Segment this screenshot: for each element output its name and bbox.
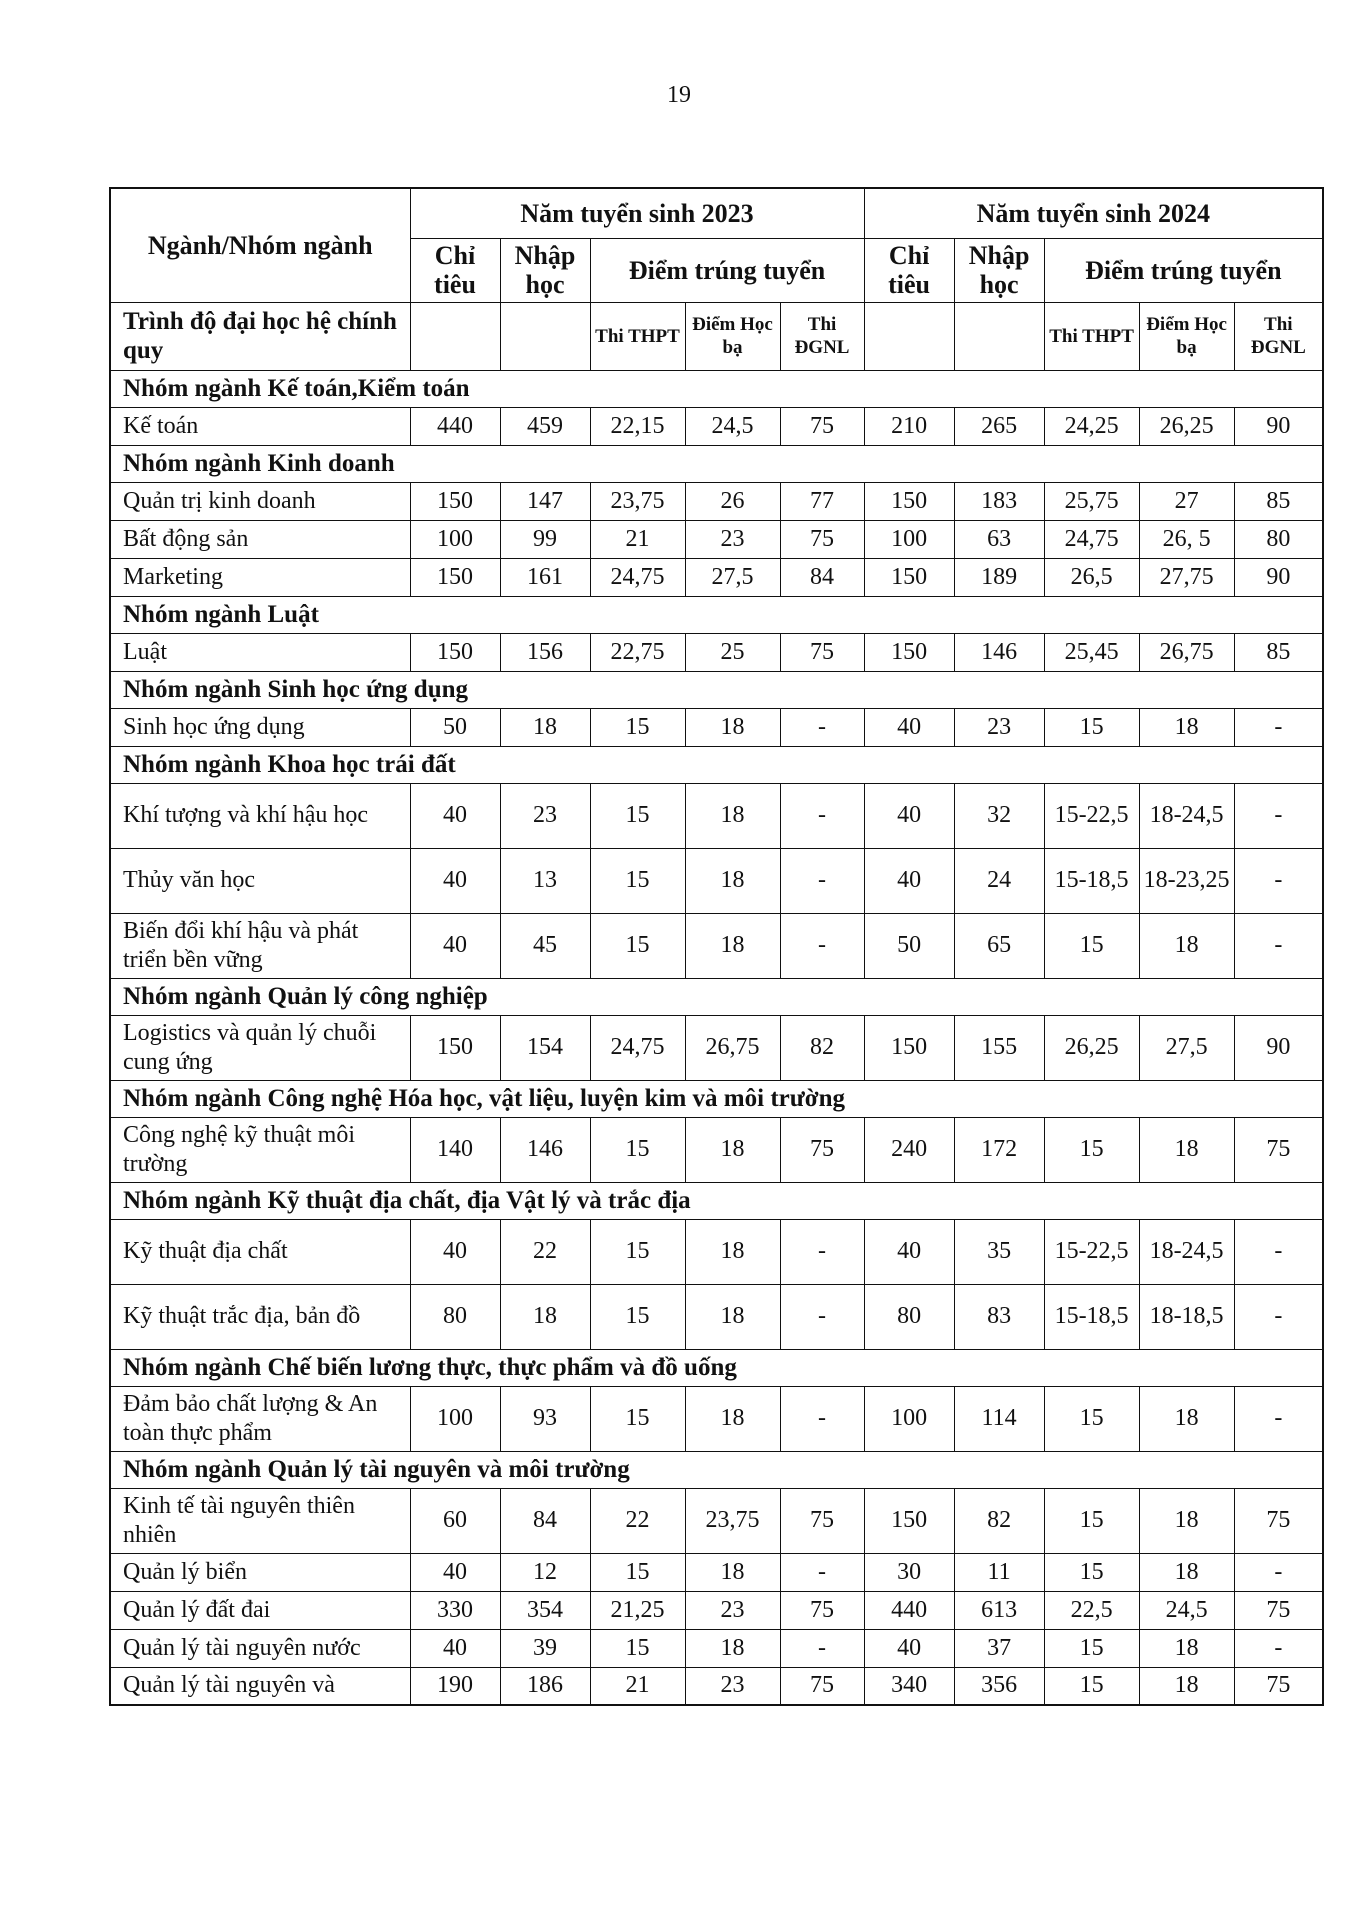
value-cell: 18 bbox=[500, 1284, 590, 1349]
value-cell: 40 bbox=[410, 1553, 500, 1591]
group-row bbox=[110, 746, 1323, 783]
value-cell: 15 bbox=[590, 1386, 685, 1451]
header-dgnl-2024: Thi ĐGNL bbox=[1234, 302, 1323, 370]
value-cell: 18-24,5 bbox=[1139, 1219, 1234, 1284]
value-cell: 150 bbox=[864, 633, 954, 671]
value-cell: 22 bbox=[590, 1488, 685, 1553]
value-cell: 190 bbox=[410, 1667, 500, 1705]
value-cell: 90 bbox=[1234, 1015, 1323, 1080]
table-row bbox=[110, 783, 1323, 848]
value-cell: 18 bbox=[685, 1284, 780, 1349]
value-cell: 18 bbox=[685, 783, 780, 848]
value-cell: 15 bbox=[590, 913, 685, 978]
table-row bbox=[110, 913, 1323, 978]
value-cell: 354 bbox=[500, 1591, 590, 1629]
value-cell: 40 bbox=[410, 1629, 500, 1667]
value-cell: 75 bbox=[780, 520, 864, 558]
group-title: Nhóm ngành Công nghệ Hóa học, vật liệu, luyện kim và môi trường bbox=[110, 1080, 1323, 1117]
value-cell: 18 bbox=[685, 1553, 780, 1591]
value-cell: 24 bbox=[954, 848, 1044, 913]
value-cell: 15 bbox=[590, 1284, 685, 1349]
value-cell: 12 bbox=[500, 1553, 590, 1591]
value-cell: 150 bbox=[864, 1488, 954, 1553]
value-cell: 15 bbox=[590, 708, 685, 746]
table-row bbox=[110, 1553, 1323, 1591]
value-cell: 24,5 bbox=[1139, 1591, 1234, 1629]
group-row bbox=[110, 1080, 1323, 1117]
value-cell: 82 bbox=[954, 1488, 1044, 1553]
value-cell: 18-23,25 bbox=[1139, 848, 1234, 913]
value-cell: 27 bbox=[1139, 482, 1234, 520]
value-cell: 40 bbox=[864, 848, 954, 913]
value-cell: 18 bbox=[685, 1629, 780, 1667]
value-cell: 21 bbox=[590, 1667, 685, 1705]
value-cell: 63 bbox=[954, 520, 1044, 558]
value-cell: 18-18,5 bbox=[1139, 1284, 1234, 1349]
field-name: Kinh tế tài nguyên thiên nhiên bbox=[110, 1488, 410, 1553]
value-cell: 18 bbox=[685, 848, 780, 913]
value-cell: 26 bbox=[685, 482, 780, 520]
value-cell: 15-18,5 bbox=[1044, 848, 1139, 913]
value-cell: 40 bbox=[864, 783, 954, 848]
value-cell: 15 bbox=[1044, 708, 1139, 746]
value-cell: 15 bbox=[590, 1553, 685, 1591]
value-cell: - bbox=[780, 1553, 864, 1591]
header-quota-2024: Chỉ tiêu bbox=[864, 238, 954, 302]
value-cell: 80 bbox=[1234, 520, 1323, 558]
value-cell: - bbox=[1234, 1553, 1323, 1591]
value-cell: 100 bbox=[410, 520, 500, 558]
value-cell: 15 bbox=[1044, 1488, 1139, 1553]
value-cell: 23,75 bbox=[590, 482, 685, 520]
group-title: Nhóm ngành Sinh học ứng dụng bbox=[110, 671, 1323, 708]
value-cell: - bbox=[1234, 1629, 1323, 1667]
value-cell: - bbox=[780, 708, 864, 746]
value-cell: - bbox=[1234, 783, 1323, 848]
value-cell: 18 bbox=[500, 708, 590, 746]
value-cell: 156 bbox=[500, 633, 590, 671]
table-row bbox=[110, 1591, 1323, 1629]
value-cell: 24,25 bbox=[1044, 407, 1139, 445]
value-cell: 15 bbox=[590, 1219, 685, 1284]
field-name: Marketing bbox=[110, 558, 410, 596]
value-cell: 40 bbox=[410, 783, 500, 848]
value-cell: 15 bbox=[1044, 1117, 1139, 1182]
value-cell: 15 bbox=[1044, 1386, 1139, 1451]
value-cell: 210 bbox=[864, 407, 954, 445]
value-cell: 340 bbox=[864, 1667, 954, 1705]
value-cell: 85 bbox=[1234, 633, 1323, 671]
value-cell: 75 bbox=[780, 1117, 864, 1182]
value-cell: 26,75 bbox=[685, 1015, 780, 1080]
value-cell: - bbox=[1234, 1219, 1323, 1284]
header-thpt-2024: Thi THPT bbox=[1044, 302, 1139, 370]
field-name: Logistics và quản lý chuỗi cung ứng bbox=[110, 1015, 410, 1080]
header-enrolled-2023: Nhập học bbox=[500, 238, 590, 302]
value-cell: 15-22,5 bbox=[1044, 1219, 1139, 1284]
value-cell: 40 bbox=[864, 1219, 954, 1284]
field-name: Quản lý tài nguyên và bbox=[110, 1667, 410, 1705]
value-cell: 100 bbox=[864, 520, 954, 558]
group-row bbox=[110, 1349, 1323, 1386]
value-cell: 26, 5 bbox=[1139, 520, 1234, 558]
value-cell: 26,75 bbox=[1139, 633, 1234, 671]
field-name: Quản lý biển bbox=[110, 1553, 410, 1591]
table-body bbox=[110, 370, 1323, 1705]
value-cell: 265 bbox=[954, 407, 1044, 445]
value-cell: 23 bbox=[685, 1667, 780, 1705]
value-cell: 84 bbox=[500, 1488, 590, 1553]
header-hocba-2023: Điểm Học bạ bbox=[685, 302, 780, 370]
value-cell: 22 bbox=[500, 1219, 590, 1284]
value-cell: 356 bbox=[954, 1667, 1044, 1705]
value-cell: 60 bbox=[410, 1488, 500, 1553]
value-cell: 75 bbox=[780, 407, 864, 445]
field-name: Bất động sản bbox=[110, 520, 410, 558]
value-cell: 15 bbox=[1044, 1667, 1139, 1705]
value-cell: 90 bbox=[1234, 407, 1323, 445]
value-cell: 90 bbox=[1234, 558, 1323, 596]
value-cell: 75 bbox=[1234, 1117, 1323, 1182]
value-cell: 11 bbox=[954, 1553, 1044, 1591]
value-cell: 25 bbox=[685, 633, 780, 671]
value-cell: 21,25 bbox=[590, 1591, 685, 1629]
value-cell: 330 bbox=[410, 1591, 500, 1629]
value-cell: 75 bbox=[1234, 1667, 1323, 1705]
field-name: Sinh học ứng dụng bbox=[110, 708, 410, 746]
table-row bbox=[110, 1386, 1323, 1451]
value-cell: 140 bbox=[410, 1117, 500, 1182]
value-cell: 186 bbox=[500, 1667, 590, 1705]
value-cell: 24,75 bbox=[590, 1015, 685, 1080]
table-row bbox=[110, 1284, 1323, 1349]
value-cell: 155 bbox=[954, 1015, 1044, 1080]
value-cell: 15-22,5 bbox=[1044, 783, 1139, 848]
group-title: Nhóm ngành Chế biến lương thực, thực phẩm và đồ uống bbox=[110, 1349, 1323, 1386]
value-cell: 85 bbox=[1234, 482, 1323, 520]
header-level: Trình độ đại học hệ chính quy bbox=[110, 302, 410, 370]
value-cell: - bbox=[1234, 913, 1323, 978]
value-cell: 93 bbox=[500, 1386, 590, 1451]
value-cell: 183 bbox=[954, 482, 1044, 520]
value-cell: 26,25 bbox=[1139, 407, 1234, 445]
value-cell: 39 bbox=[500, 1629, 590, 1667]
admission-table bbox=[109, 187, 1324, 1706]
value-cell: - bbox=[780, 783, 864, 848]
table-row bbox=[110, 633, 1323, 671]
value-cell: 154 bbox=[500, 1015, 590, 1080]
header-thpt-2023: Thi THPT bbox=[590, 302, 685, 370]
value-cell: 18 bbox=[685, 1117, 780, 1182]
value-cell: 75 bbox=[1234, 1488, 1323, 1553]
value-cell: 13 bbox=[500, 848, 590, 913]
value-cell: 15 bbox=[1044, 1629, 1139, 1667]
field-name: Kế toán bbox=[110, 407, 410, 445]
field-name: Luật bbox=[110, 633, 410, 671]
value-cell: 172 bbox=[954, 1117, 1044, 1182]
value-cell: 161 bbox=[500, 558, 590, 596]
value-cell: 100 bbox=[864, 1386, 954, 1451]
table-row bbox=[110, 1667, 1323, 1705]
value-cell: 75 bbox=[780, 1591, 864, 1629]
value-cell: 82 bbox=[780, 1015, 864, 1080]
value-cell: - bbox=[1234, 848, 1323, 913]
value-cell: 150 bbox=[410, 558, 500, 596]
value-cell: 146 bbox=[954, 633, 1044, 671]
value-cell: 77 bbox=[780, 482, 864, 520]
value-cell: 26,25 bbox=[1044, 1015, 1139, 1080]
value-cell: - bbox=[780, 1284, 864, 1349]
value-cell: 75 bbox=[780, 1667, 864, 1705]
table-row bbox=[110, 1629, 1323, 1667]
value-cell: 440 bbox=[410, 407, 500, 445]
table-row bbox=[110, 1117, 1323, 1182]
value-cell: 18 bbox=[1139, 708, 1234, 746]
value-cell: 27,5 bbox=[1139, 1015, 1234, 1080]
field-name: Đảm bảo chất lượng & An toàn thực phẩm bbox=[110, 1386, 410, 1451]
value-cell: 18 bbox=[1139, 1553, 1234, 1591]
value-cell: - bbox=[780, 1386, 864, 1451]
value-cell: 25,75 bbox=[1044, 482, 1139, 520]
field-name: Công nghệ kỹ thuật môi trường bbox=[110, 1117, 410, 1182]
field-name: Khí tượng và khí hậu học bbox=[110, 783, 410, 848]
value-cell: 146 bbox=[500, 1117, 590, 1182]
header-field: Ngành/Nhóm ngành bbox=[110, 188, 410, 302]
field-name: Kỹ thuật trắc địa, bản đồ bbox=[110, 1284, 410, 1349]
value-cell: 24,75 bbox=[1044, 520, 1139, 558]
table-row bbox=[110, 520, 1323, 558]
value-cell: 24,75 bbox=[590, 558, 685, 596]
value-cell: 114 bbox=[954, 1386, 1044, 1451]
value-cell: 23 bbox=[500, 783, 590, 848]
value-cell: 150 bbox=[410, 482, 500, 520]
value-cell: 18 bbox=[685, 708, 780, 746]
value-cell: 440 bbox=[864, 1591, 954, 1629]
value-cell: 18 bbox=[685, 1219, 780, 1284]
header-hocba-2024: Điểm Học bạ bbox=[1139, 302, 1234, 370]
value-cell: - bbox=[780, 913, 864, 978]
value-cell: 15 bbox=[1044, 913, 1139, 978]
header-dgnl-2023: Thi ĐGNL bbox=[780, 302, 864, 370]
value-cell: 27,5 bbox=[685, 558, 780, 596]
value-cell: 75 bbox=[1234, 1591, 1323, 1629]
value-cell: 23,75 bbox=[685, 1488, 780, 1553]
value-cell: 15 bbox=[590, 1117, 685, 1182]
value-cell: 150 bbox=[864, 482, 954, 520]
group-row bbox=[110, 370, 1323, 407]
value-cell: 18 bbox=[1139, 1629, 1234, 1667]
value-cell: 37 bbox=[954, 1629, 1044, 1667]
value-cell: 18 bbox=[1139, 1386, 1234, 1451]
value-cell: 18 bbox=[685, 913, 780, 978]
value-cell: 35 bbox=[954, 1219, 1044, 1284]
value-cell: - bbox=[780, 848, 864, 913]
group-title: Nhóm ngành Khoa học trái đất bbox=[110, 746, 1323, 783]
value-cell: 80 bbox=[864, 1284, 954, 1349]
group-title: Nhóm ngành Kỹ thuật địa chất, địa Vật lý và trắc địa bbox=[110, 1182, 1323, 1219]
header-quota-2023: Chỉ tiêu bbox=[410, 238, 500, 302]
value-cell: - bbox=[1234, 1284, 1323, 1349]
value-cell: 22,5 bbox=[1044, 1591, 1139, 1629]
value-cell: - bbox=[1234, 708, 1323, 746]
value-cell: 21 bbox=[590, 520, 685, 558]
value-cell: 40 bbox=[410, 848, 500, 913]
value-cell: 15 bbox=[590, 783, 685, 848]
value-cell: 23 bbox=[954, 708, 1044, 746]
value-cell: - bbox=[780, 1629, 864, 1667]
value-cell: 15 bbox=[590, 848, 685, 913]
value-cell: 18-24,5 bbox=[1139, 783, 1234, 848]
field-name: Thủy văn học bbox=[110, 848, 410, 913]
value-cell: 23 bbox=[685, 520, 780, 558]
group-row bbox=[110, 978, 1323, 1015]
value-cell: 40 bbox=[410, 1219, 500, 1284]
value-cell: 84 bbox=[780, 558, 864, 596]
value-cell: 189 bbox=[954, 558, 1044, 596]
header-score-2023: Điểm trúng tuyển bbox=[590, 238, 864, 302]
table-row bbox=[110, 708, 1323, 746]
field-name: Quản lý tài nguyên nước bbox=[110, 1629, 410, 1667]
value-cell: 22,15 bbox=[590, 407, 685, 445]
value-cell: 147 bbox=[500, 482, 590, 520]
value-cell: 18 bbox=[1139, 1667, 1234, 1705]
field-name: Quản lý đất đai bbox=[110, 1591, 410, 1629]
field-name: Quản trị kinh doanh bbox=[110, 482, 410, 520]
value-cell: - bbox=[1234, 1386, 1323, 1451]
value-cell: 75 bbox=[780, 633, 864, 671]
value-cell: 24,5 bbox=[685, 407, 780, 445]
value-cell: 30 bbox=[864, 1553, 954, 1591]
value-cell: 50 bbox=[410, 708, 500, 746]
value-cell: 50 bbox=[864, 913, 954, 978]
value-cell: 75 bbox=[780, 1488, 864, 1553]
group-row bbox=[110, 596, 1323, 633]
group-row bbox=[110, 1182, 1323, 1219]
header-enrolled-2024: Nhập học bbox=[954, 238, 1044, 302]
value-cell: 32 bbox=[954, 783, 1044, 848]
group-title: Nhóm ngành Kế toán,Kiểm toán bbox=[110, 370, 1323, 407]
value-cell: 40 bbox=[864, 708, 954, 746]
page-number: 19 bbox=[667, 82, 691, 108]
value-cell: 22,75 bbox=[590, 633, 685, 671]
table-row bbox=[110, 848, 1323, 913]
value-cell: 459 bbox=[500, 407, 590, 445]
value-cell: 15-18,5 bbox=[1044, 1284, 1139, 1349]
group-title: Nhóm ngành Quản lý công nghiệp bbox=[110, 978, 1323, 1015]
value-cell: 613 bbox=[954, 1591, 1044, 1629]
value-cell: 23 bbox=[685, 1591, 780, 1629]
table-row bbox=[110, 1488, 1323, 1553]
value-cell: 100 bbox=[410, 1386, 500, 1451]
table-row bbox=[110, 1219, 1323, 1284]
value-cell: 240 bbox=[864, 1117, 954, 1182]
value-cell: 40 bbox=[410, 913, 500, 978]
field-name: Kỹ thuật địa chất bbox=[110, 1219, 410, 1284]
group-title: Nhóm ngành Kinh doanh bbox=[110, 445, 1323, 482]
group-row bbox=[110, 671, 1323, 708]
header-year-2023: Năm tuyển sinh 2023 bbox=[410, 188, 864, 238]
value-cell: - bbox=[780, 1219, 864, 1284]
table-row bbox=[110, 1015, 1323, 1080]
header-score-2024: Điểm trúng tuyển bbox=[1044, 238, 1323, 302]
value-cell: 99 bbox=[500, 520, 590, 558]
group-title: Nhóm ngành Quản lý tài nguyên và môi trường bbox=[110, 1451, 1323, 1488]
value-cell: 27,75 bbox=[1139, 558, 1234, 596]
group-row bbox=[110, 445, 1323, 482]
value-cell: 15 bbox=[590, 1629, 685, 1667]
header-year-2024: Năm tuyển sinh 2024 bbox=[864, 188, 1323, 238]
field-name: Biến đổi khí hậu và phát triển bền vững bbox=[110, 913, 410, 978]
table-row bbox=[110, 407, 1323, 445]
table-row bbox=[110, 558, 1323, 596]
value-cell: 150 bbox=[864, 558, 954, 596]
value-cell: 150 bbox=[864, 1015, 954, 1080]
value-cell: 65 bbox=[954, 913, 1044, 978]
value-cell: 18 bbox=[1139, 1117, 1234, 1182]
value-cell: 80 bbox=[410, 1284, 500, 1349]
value-cell: 83 bbox=[954, 1284, 1044, 1349]
value-cell: 18 bbox=[1139, 1488, 1234, 1553]
value-cell: 150 bbox=[410, 1015, 500, 1080]
value-cell: 15 bbox=[1044, 1553, 1139, 1591]
value-cell: 18 bbox=[685, 1386, 780, 1451]
value-cell: 18 bbox=[1139, 913, 1234, 978]
value-cell: 26,5 bbox=[1044, 558, 1139, 596]
group-row bbox=[110, 1451, 1323, 1488]
value-cell: 150 bbox=[410, 633, 500, 671]
group-title: Nhóm ngành Luật bbox=[110, 596, 1323, 633]
value-cell: 40 bbox=[864, 1629, 954, 1667]
value-cell: 45 bbox=[500, 913, 590, 978]
value-cell: 25,45 bbox=[1044, 633, 1139, 671]
table-row bbox=[110, 482, 1323, 520]
